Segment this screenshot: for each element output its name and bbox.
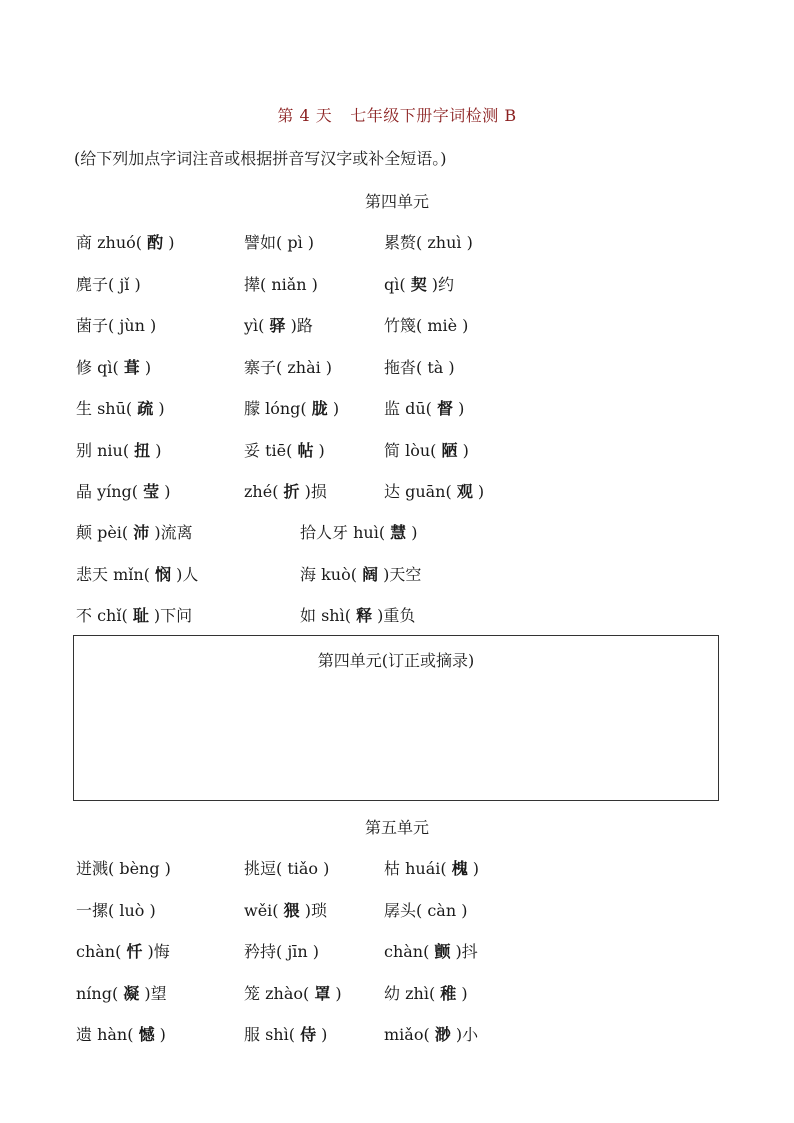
unit4-item (384, 272, 454, 295)
item-text: 撵( niǎn ) (244, 274, 318, 294)
item-text: 孱头( càn ) (384, 900, 468, 920)
unit4-phrase-item (76, 520, 193, 543)
unit4-item (384, 313, 468, 336)
unit5-heading: 第五单元 (364, 818, 429, 837)
item-text: 拾人牙 huì( (300, 523, 391, 542)
item-text: )流离 (149, 523, 193, 542)
item-text: ) (154, 1025, 166, 1044)
item-text: 拖沓( tà ) (384, 357, 455, 377)
item-text: ) (456, 983, 468, 1003)
unit4-item (384, 230, 473, 253)
item-text: )人 (171, 564, 199, 584)
unit4-item (244, 438, 325, 461)
answer-char: 罩 (314, 983, 331, 1003)
unit4-phrase-item (76, 603, 192, 626)
item-text: qì( (384, 274, 411, 294)
title-day: 第 4 天 (277, 106, 333, 125)
answer-char: 帖 (297, 440, 314, 460)
item-text: chàn( (384, 942, 435, 961)
unit4-item (76, 355, 151, 378)
unit4-item (244, 355, 332, 378)
unit5-item (76, 939, 170, 962)
item-text: 一摞( luò ) (76, 900, 156, 920)
item-text: wěi( (244, 900, 284, 920)
unit4-phrase-item (300, 562, 421, 585)
item-text: 朦 lóng( (244, 399, 312, 418)
item-text: 商 zhuó( (76, 233, 148, 252)
item-text: miǎo( (384, 1025, 435, 1044)
item-text: ) (139, 357, 152, 377)
item-text: 譬如( pì ) (244, 233, 315, 252)
item-text: 晶 yíng( (76, 482, 144, 501)
item-text: 竹篾( miè ) (384, 316, 469, 335)
unit4-item (244, 272, 318, 295)
answer-char: 释 (356, 606, 373, 625)
item-text: ) (163, 233, 175, 252)
answer-char: 渺 (434, 1025, 451, 1044)
item-text: )下问 (148, 606, 193, 625)
item-text: ) (327, 399, 340, 418)
unit4-item (244, 230, 314, 253)
unit4-phrase-item (76, 562, 198, 585)
item-text: 麂子( jǐ ) (76, 274, 141, 294)
item-text: yì( (244, 316, 270, 335)
answer-char: 槐 (451, 859, 468, 878)
item-text: ) (316, 1025, 328, 1044)
answer-char: 督 (436, 399, 453, 418)
unit4-item (384, 355, 455, 378)
item-text: 达 guān( (384, 482, 457, 501)
item-text: 寨子( zhài ) (244, 357, 333, 377)
answer-char: 沛 (133, 523, 150, 542)
item-text: )损 (299, 482, 327, 501)
unit5-item (384, 981, 468, 1004)
unit4-item (76, 272, 141, 295)
item-text: 别 niu( (76, 440, 135, 460)
item-text: 挑逗( tiǎo ) (244, 859, 330, 878)
answer-char: 阔 (362, 564, 379, 584)
unit4-item (76, 230, 174, 253)
answer-char: 颤 (434, 942, 451, 961)
unit4-item (76, 479, 170, 502)
item-text: 海 kuò( (300, 564, 363, 584)
item-text: )重负 (372, 606, 416, 625)
item-text: )路 (285, 316, 313, 335)
unit5-item (76, 898, 156, 921)
unit4-item (76, 438, 162, 461)
item-text: 简 lòu( (384, 440, 442, 460)
answer-char: 猥 (283, 900, 300, 920)
answer-char: 葺 (123, 357, 140, 377)
answer-char: 陋 (441, 440, 458, 460)
answer-char: 驿 (269, 316, 286, 335)
item-text: chàn( (76, 942, 127, 961)
item-text: )天空 (378, 564, 422, 584)
answer-char: 慧 (390, 523, 407, 542)
answer-char: 胧 (311, 399, 328, 418)
item-text: 服 shì( (244, 1025, 301, 1044)
item-text: 迸溅( bèng ) (76, 859, 171, 878)
item-text: 生 shū( (76, 399, 138, 418)
item-text: )悔 (142, 942, 170, 961)
page-title (0, 103, 794, 126)
correction-box (73, 635, 719, 801)
item-text: 悲天 mǐn( (76, 564, 156, 584)
item-text: níng( (76, 983, 124, 1003)
answer-char: 观 (456, 482, 473, 501)
unit5-item (76, 981, 167, 1004)
correction-box-title: 第四单元(订正或摘录) (317, 651, 475, 670)
unit4-item (384, 396, 464, 419)
item-text: 枯 huái( (384, 859, 452, 878)
unit4-item (244, 396, 339, 419)
item-text: 菌子( jùn ) (76, 316, 157, 335)
item-text: ) (472, 482, 485, 501)
item-text: ) (153, 399, 165, 418)
answer-char: 扭 (134, 440, 151, 460)
unit5-item (244, 1022, 327, 1045)
item-text: ) (457, 440, 469, 460)
answer-char: 酌 (147, 233, 164, 252)
unit5-item (244, 939, 319, 962)
answer-char: 憾 (138, 1025, 155, 1044)
item-text: zhé( (244, 482, 284, 501)
unit5-item (384, 856, 479, 879)
item-text: ) (406, 523, 418, 542)
answer-char: 侍 (300, 1025, 317, 1044)
item-text: )抖 (450, 942, 478, 961)
instruction: (给下列加点字词注音或根据拼音写汉字或补全短语。) (74, 149, 447, 168)
item-text: 妥 tiē( (244, 440, 298, 460)
answer-char: 悯 (155, 564, 172, 584)
item-text: 颠 pèi( (76, 523, 134, 542)
unit5-item (244, 898, 327, 921)
item-text: ) (467, 859, 480, 878)
unit5-item (244, 981, 342, 1004)
unit4-item (244, 313, 313, 336)
item-text: 幼 zhì( (384, 983, 441, 1003)
item-text: )小 (450, 1025, 479, 1044)
unit5-item (244, 856, 329, 879)
unit5-item (384, 939, 478, 962)
item-text: 修 qì( (76, 357, 124, 377)
answer-char: 契 (410, 274, 427, 294)
item-text: ) (330, 983, 342, 1003)
answer-char: 稚 (440, 983, 457, 1003)
item-text: ) (150, 440, 162, 460)
answer-char: 耻 (132, 606, 149, 625)
answer-char: 忏 (126, 942, 143, 961)
unit4-heading: 第四单元 (364, 192, 429, 211)
unit4-item (244, 479, 327, 502)
unit5-item (76, 1022, 166, 1045)
item-text: ) (452, 399, 465, 418)
item-text: )约 (426, 274, 455, 294)
unit4-item (76, 313, 156, 336)
answer-char: 莹 (143, 482, 160, 501)
item-text: 监 dū( (384, 399, 437, 418)
item-text: 不 chǐ( (76, 606, 133, 625)
unit4-item (384, 479, 484, 502)
unit4-phrase-item (300, 520, 418, 543)
item-text: 笼 zhào( (244, 983, 315, 1003)
answer-char: 折 (283, 482, 300, 501)
item-text: 矜持( jīn ) (244, 942, 320, 961)
unit4-item (76, 396, 165, 419)
item-text: 如 shì( (300, 606, 357, 625)
unit5-item (384, 1022, 478, 1045)
item-text: 遗 hàn( (76, 1025, 139, 1044)
unit5-item (76, 856, 171, 879)
item-text: ) (313, 440, 325, 460)
item-text: 累赘( zhuì ) (384, 233, 473, 252)
item-text: )望 (139, 983, 167, 1003)
title-text: 七年级下册字词检测 B (350, 106, 517, 125)
unit4-item (384, 438, 469, 461)
item-text: )琐 (299, 900, 327, 920)
answer-char: 疏 (137, 399, 154, 418)
item-text: ) (159, 482, 171, 501)
unit5-item (384, 898, 467, 921)
answer-char: 凝 (123, 983, 140, 1003)
unit4-phrase-item (300, 603, 415, 626)
